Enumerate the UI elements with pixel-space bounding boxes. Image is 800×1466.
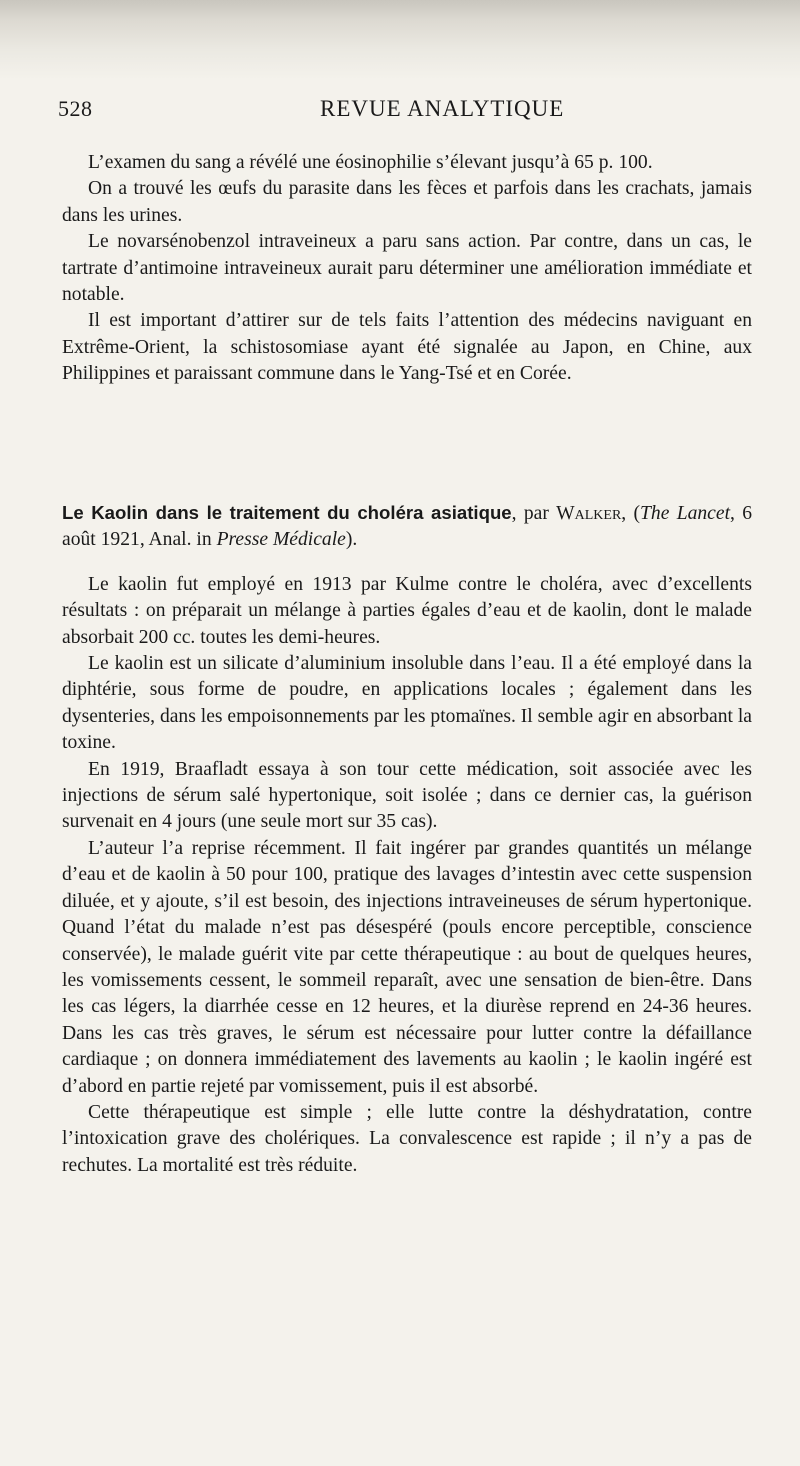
page-number: 528 [58,96,93,121]
article-comma: , ( [621,503,641,524]
article-by: , par [511,503,557,524]
article-date-ref: , 6 août 1921, Anal. in [62,503,753,551]
section-continuation [62,150,752,388]
article-heading [62,500,752,554]
article-kaolin [62,500,752,1179]
paragraph: Cette thérapeutique est simple ; elle lutte contre la déshydratation, contre l’intoxication grave des cholériques. La convalescence est rapide ; il n’y a pas de rechutes. La mortalité est très réduite. [62,1101,752,1176]
journal-name: The Lancet [640,503,731,524]
article-author: Walker [556,503,622,524]
running-title: REVUE ANALYTIQUE [320,96,565,121]
paragraph: Le kaolin fut employé en 1913 par Kulme contre le choléra, avec d’excellents résultats : on préparait un mélange à parties égales d’eau et de kaolin, dont le malade absorbait 200 cc. toutes les demi-heures. [62,573,752,648]
spacer [62,554,752,572]
paragraph: L’examen du sang a révélé une éosinophilie s’élevant jusqu’à 65 p. 100. [88,152,653,173]
source-name: Presse Médicale [216,529,346,551]
paragraph: En 1919, Braafladt essaya à son tour cette médication, soit associée avec les injections de sérum salé hypertonique, soit isolée ; dans ce dernier cas, la guérison survenait en 4 jours (une seule mort sur 35 cas). [62,758,752,833]
paragraph: Le novarsénobenzol intraveineux a paru sans action. Par contre, dans un cas, le tartrate d’antimoine intraveineux aurait paru déterminer une amélioration immédiate et notable. [62,231,752,306]
page-header [58,96,748,130]
paragraph: On a trouvé les œufs du parasite dans les fèces et parfois dans les crachats, jamais dans les urines. [62,178,752,226]
article-title: Le Kaolin dans le traitement du choléra asiatique [62,502,512,523]
article-ref-end: ). [345,529,358,551]
paragraph: Le kaolin est un silicate d’aluminium insoluble dans l’eau. Il a été employé dans la diphtérie, sous forme de poudre, en applications locales ; également dans les dysenteries, dans les empoisonnements par les ptomaïnes. Il semble agir en absorbant la toxine. [62,653,752,754]
paragraph: Il est important d’attirer sur de tels faits l’attention des médecins naviguant en Extrême-Orient, la schistosomiase ayant été signalée au Japon, en Chine, aux Philippines et paraissant commune dans le Yang-Tsé et en Corée. [62,310,752,385]
paragraph: L’auteur l’a reprise récemment. Il fait ingérer par grandes quantités un mélange d’eau et de kaolin à 50 pour 100, pratique des lavages d’intestin avec cette suspension diluée, et y ajoute, s’il est besoin, des injections intraveineuses de sérum hypertonique. Quand l’état du malade n’est pas désespéré (pouls encore perceptible, conscience conservée), le malade guérit vite par cette thérapeutique : au bout de quelques heures, les vomissements cessent, le sommeil reparaît, avec une sensation de bien-être. Dans les cas légers, la diarrhée cesse en 12 heures, et la diurèse reprend en 24-36 heures. Dans les cas très graves, le sérum est nécessaire pour lutter contre la défaillance cardiaque ; on donnera immédiatement des lavements au kaolin ; le kaolin ingéré est d’abord en partie rejeté par vomissement, puis il est absorbé. [62,837,752,1097]
